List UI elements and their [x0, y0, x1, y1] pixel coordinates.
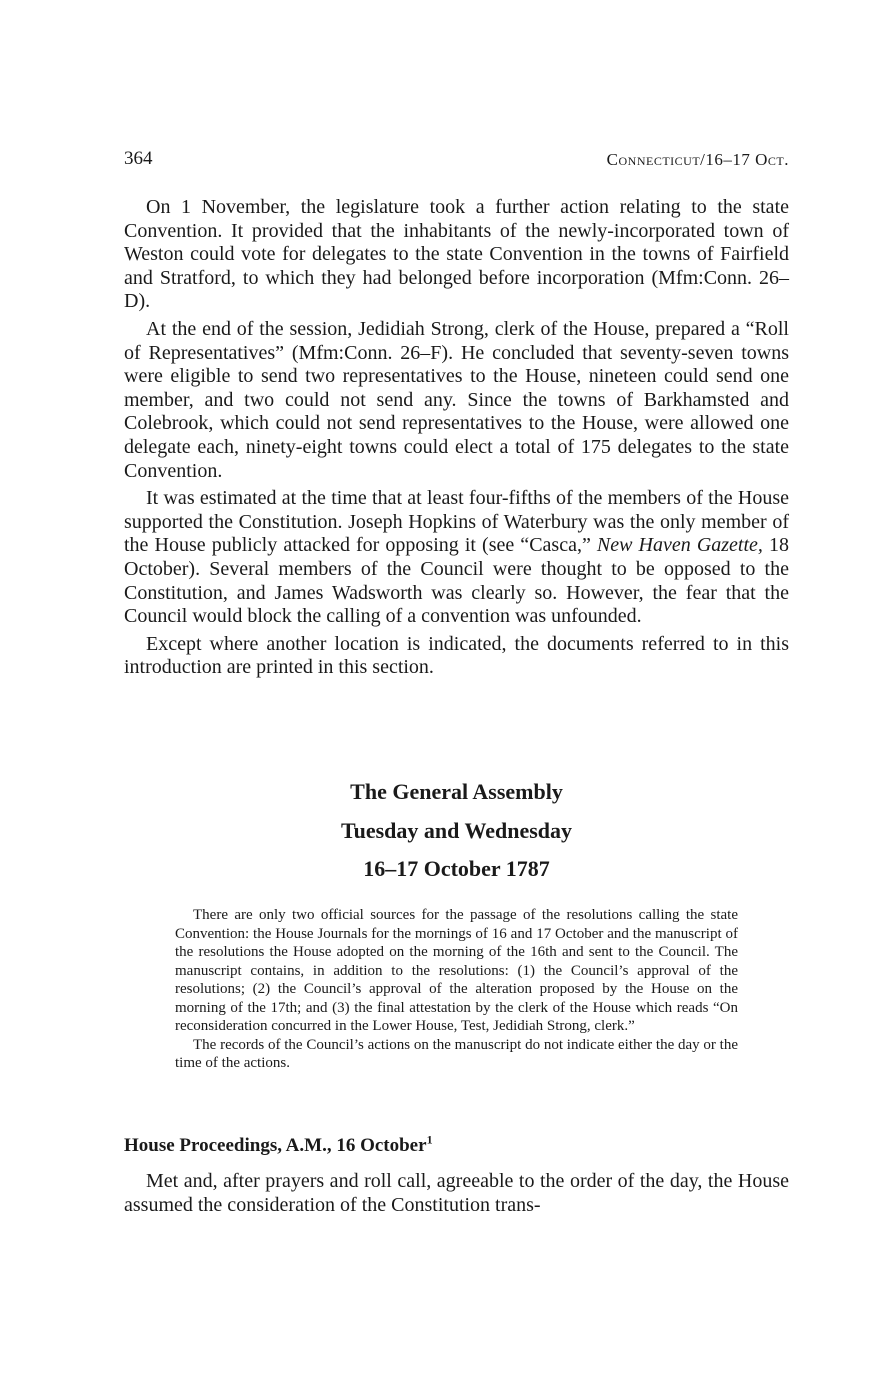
running-head: [124, 148, 789, 174]
section-paragraph: Met and, after prayers and roll call, agreeable to the order of the day, the House assumed the consideration of the Constitution trans-: [124, 1170, 789, 1216]
section-heading-text: House Proceedings, A.M., 16 October: [124, 1135, 427, 1156]
section-body: [124, 1170, 789, 1217]
intro-paragraph: [124, 487, 789, 629]
document-subtitle: Tuesday and Wednesday: [340, 817, 573, 843]
running-title: Connecticut/16–17 Oct.: [606, 150, 789, 169]
newspaper-title: New Haven Gazette,: [596, 534, 763, 557]
headnote: [175, 906, 738, 1073]
document-title-block: [124, 775, 789, 891]
intro-paragraph-text: 18 October). Several members of the Council were thought to be opposed to the Constitution, and James Wadsworth was clearly so. However, the fear that the Council would block the calling of a convention was unfounded.: [124, 534, 790, 628]
intro-paragraph: On 1 November, the legislature took a further action relating to the state Convention. It provided that the inhabitants of the newly-incorporated town of Weston could vote for delegates to the state Convention in the towns of Fairfield and Stratford, to which they had belonged before incorporation (Mfm:Conn. 26–D).: [124, 196, 789, 313]
intro-paragraph-text: It was estimated at the time that at least four-fifths of the members of the House supported the Constitution. Joseph Hopkins of Waterbury was the only member of the House publicly attacked for opposing it (see “Casca,”: [124, 487, 789, 557]
introduction-text: [124, 196, 789, 684]
section-heading: [124, 1134, 433, 1158]
intro-paragraph: At the end of the session, Jedidiah Strong, clerk of the House, prepared a “Roll of Representatives” (Mfm:Conn. 26–F). He concluded that seventy-seven towns were eligible to send two representatives to the House, nineteen could send one member, and two could not send any. Since the towns of Barkhamsted and Colebrook, which could not send representatives to the House, were allowed one delegate each, ninety-eight towns could elect a total of 175 delegates to the state Convention.: [124, 317, 789, 482]
document-title: The General Assembly: [350, 779, 563, 804]
headnote-paragraph: There are only two official sources for the passage of the resolutions calling the state Convention: the House Journals for the mornings of 16 and 17 October and the manuscript of the resolutions the House adopted on the morning of the 16th and sent to the Council. The manuscript contains, in addition to the resolutions: (1) the Council’s approval of the resolutions; (2) the Council’s approval of the alteration proposed by the House on the morning of the 17th; and (3) the final attestation by the clerk of the House which reads “On reconsideration concurred in the Lower House, Test, Jedidiah Strong, clerk.”: [175, 907, 738, 1034]
document-date: 16–17 October 1787: [363, 856, 550, 881]
headnote-paragraph: The records of the Council’s actions on the manuscript do not indicate either the day or the time of the actions.: [175, 1036, 738, 1071]
intro-paragraph: Except where another location is indicated, the documents referred to in this introduction are printed in this section.: [124, 632, 789, 679]
footnote-reference: 1: [426, 1132, 433, 1147]
page-number: 364: [124, 148, 153, 169]
